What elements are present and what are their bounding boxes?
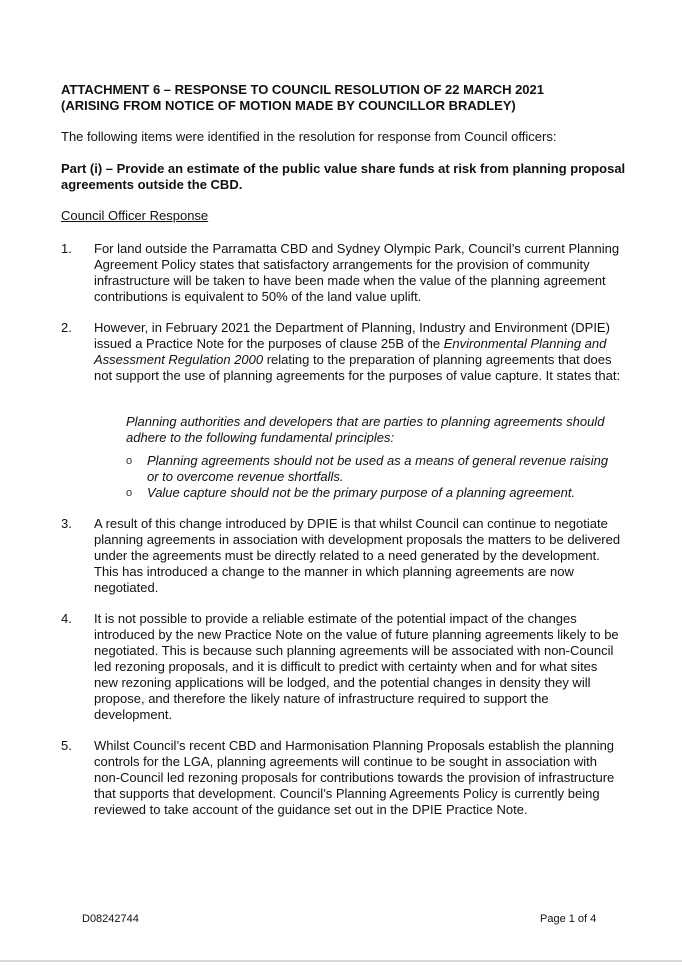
item-text (94, 320, 624, 384)
item-number: 4. (61, 611, 72, 626)
document-title (61, 82, 641, 114)
item-text: Whilst Council’s recent CBD and Harmonisation Planning Proposals establish the planning controls for the LGA, planning agreements will continue to be sought in association with non-Council led rezoning proposals for contributions towards the provision of infrastructure that supports that development. Council’s Planning Agreements Policy is currently being reviewed to take account of the guidance set out in the DPIE Practice Note. (94, 738, 615, 817)
bullet-marker: o (126, 487, 133, 499)
page-number: Page 1 of 4 (540, 913, 597, 925)
regulation-title: Environmental Planning and Assessment Regulation 2000 (94, 336, 607, 367)
item-number: 5. (61, 738, 72, 753)
item-text-after: relating to the preparation of planning agreements that does not support the use of planning agreements for the purposes of value capture. It states that: (94, 352, 621, 383)
quoted-principles-intro: Planning authorities and developers that are parties to planning agreements should adhere to the following fundamental principles: (126, 414, 605, 445)
item-text-before: However, in February 2021 the Department of Planning, Industry and Environment (DPIE) issued a Practice Note for the purposes of clause 25B of the (94, 320, 610, 351)
bullet-marker: o (126, 455, 133, 467)
item-text: A result of this change introduced by DPIE is that whilst Council can continue to negotiate planning agreements in association with development proposals the matters to be delivered under the agreements must be directly related to a need generated by the development. This has introduced a change to the manner in which planning agreements are now negotiated. (94, 516, 621, 595)
item-text: It is not possible to provide a reliable estimate of the potential impact of the changes introduced by the new Practice Note on the value of future planning agreements likely to be negotiated. This is because such planning agreements will be associated with non-Council led rezoning proposals, and it is difficult to predict with certainty when and for what sites new rezoning applications will be lodged, and the potential changes in density they will propose, and therefore the likely nature of infrastructure required to support the development. (94, 611, 619, 722)
section-heading: Council Officer Response (61, 208, 209, 223)
item-number: 2. (61, 320, 72, 335)
bullet-text: Value capture should not be the primary purpose of a planning agreement. (147, 485, 576, 500)
intro-paragraph: The following items were identified in the resolution for response from Council officers: (61, 129, 557, 144)
bullet-text: Planning agreements should not be used as a means of general revenue raising or to overcome revenue shortfalls. (147, 453, 609, 484)
item-text: For land outside the Parramatta CBD and Sydney Olympic Park, Council’s current Planning Agreement Policy states that satisfactory arrangements for the provision of community infrastructure will be taken to have been made when the value of the planning agreement contributions is equivalent to 50% of the land value uplift. (94, 241, 620, 304)
document-id: D08242744 (82, 913, 139, 925)
item-number: 1. (61, 241, 72, 256)
item-number: 3. (61, 516, 72, 531)
title-line-1: ATTACHMENT 6 – RESPONSE TO COUNCIL RESOLUTION OF 22 MARCH 2021 (61, 82, 544, 97)
title-line-2: (ARISING FROM NOTICE OF MOTION MADE BY COUNCILLOR BRADLEY) (61, 98, 516, 113)
part-heading: Part (i) – Provide an estimate of the public value share funds at risk from planning proposal agreements outside the CBD. (61, 161, 626, 192)
page-bottom-divider (0, 960, 682, 962)
